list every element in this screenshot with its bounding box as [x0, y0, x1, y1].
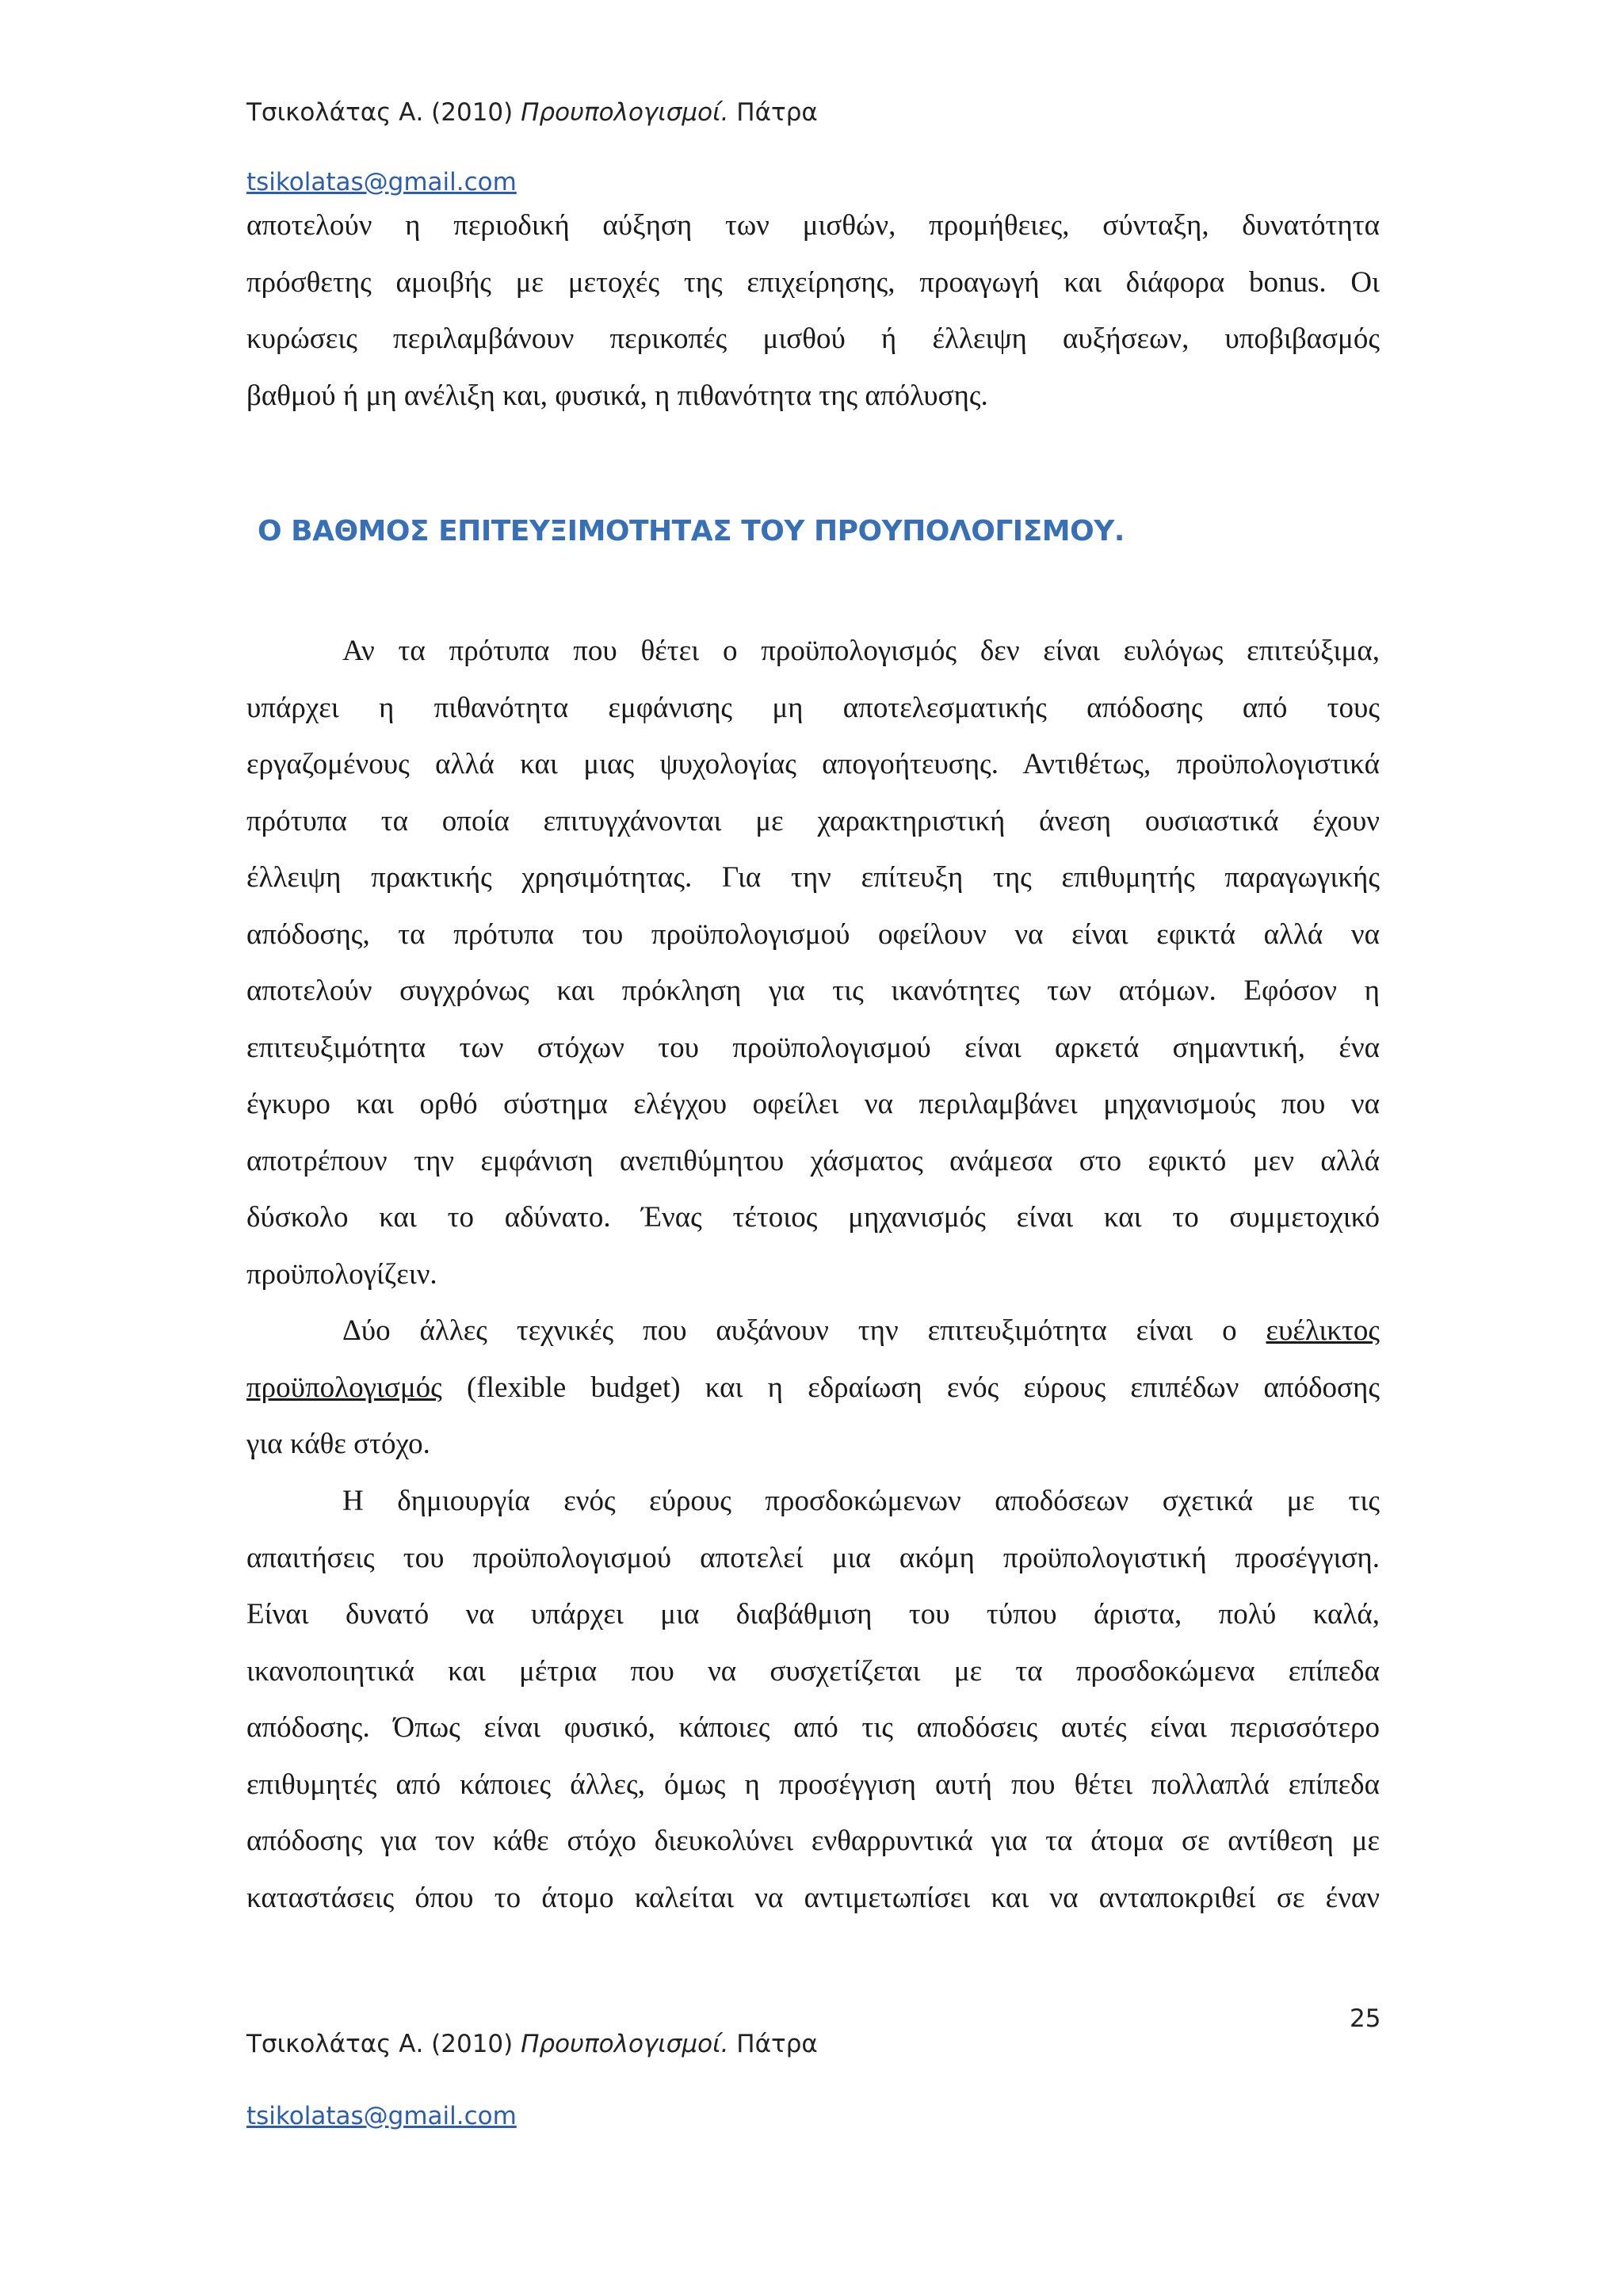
- text-line: κυρώσεις περιλαμβάνουν περικοπές μισθού ή έλλειψη αυξήσεων, υποβιβασμός: [246, 322, 1380, 355]
- header-title: Προυπολογισμοί.: [521, 2030, 729, 2058]
- text-line: εργαζομένους αλλά και μιας ψυχολογίας απογοήτευσης. Αντιθέτως, προϋπολογιστικά: [246, 748, 1380, 780]
- header-author-year: Τσικολάτας Α. (2010): [246, 98, 521, 127]
- running-header-top: [246, 98, 818, 127]
- text-line: Αν τα πρότυπα που θέτει ο προϋπολογισμός δεν είναι ευλόγως επιτεύξιμα,: [342, 635, 1380, 667]
- text-line: απόδοσης για τον κάθε στόχο διευκολύνει ενθαρρυντικά για τα άτομα σε αντίθεση με: [246, 1825, 1380, 1857]
- header-place: Πάτρα: [728, 98, 818, 127]
- text-line: υπάρχει η πιθανότητα εμφάνισης μη αποτελεσματικής απόδοσης από τους: [246, 691, 1380, 724]
- text-line: [246, 1302, 1380, 1360]
- header-author-year: Τσικολάτας Α. (2010): [246, 2030, 521, 2058]
- underlined-term: προϋπολογισμός: [246, 1371, 442, 1404]
- text-line: δύσκολο και το αδύνατο. Ένας τέτοιος μηχανισμός είναι και το συμμετοχικό: [246, 1201, 1380, 1234]
- text-line: για κάθε στόχο.: [246, 1428, 430, 1460]
- page-number: 25: [1350, 2004, 1381, 2033]
- text-line: Είναι δυνατό να υπάρχει μια διαβάθμιση του τύπου άριστα, πολύ καλά,: [246, 1598, 1380, 1630]
- paragraph-1: [246, 623, 1380, 1302]
- text-line: προϋπολογίζειν.: [246, 1257, 437, 1291]
- text-line: [246, 1360, 1380, 1417]
- text-line: Η δημιουργία ενός εύρους προσδοκώμενων αποδόσεων σχετικά με τις: [342, 1485, 1380, 1517]
- text-line: έγκυρο και ορθό σύστημα ελέγχου οφείλει να περιλαμβάνει μηχανισμούς που να: [246, 1088, 1380, 1120]
- text-line: ικανοποιητικά και μέτρια που να συσχετίζεται με τα προσδοκώμενα επίπεδα: [246, 1654, 1380, 1688]
- section-heading: Ο ΒΑΘΜΟΣ ΕΠΙΤΕΥΞΙΜΟΤΗΤΑΣ ΤΟΥ ΠΡΟΥΠΟΛΟΓΙΣΜΟΥ.: [258, 515, 1125, 547]
- paragraph-2: [246, 1302, 1380, 1473]
- running-header-bottom: [246, 2030, 818, 2058]
- text-line: καταστάσεις όπου το άτομο καλείται να αντιμετωπίσει και να ανταποκριθεί σε έναν: [246, 1881, 1380, 1914]
- text-line: απόδοσης. Όπως είναι φυσικό, κάποιες από τις αποδόσεις αυτές είναι περισσότερο: [246, 1711, 1380, 1744]
- underlined-term: ευέλικτος: [1266, 1314, 1380, 1347]
- text-line: έλλειψη πρακτικής χρησιμότητας. Για την επίτευξη της επιθυμητής παραγωγικής: [246, 861, 1380, 894]
- header-email-link[interactable]: tsikolatas@gmail.com: [246, 168, 517, 196]
- header-title: Προυπολογισμοί.: [521, 98, 729, 127]
- header-place: Πάτρα: [728, 2030, 818, 2058]
- paragraph-3: [246, 1473, 1380, 1926]
- text-line: απαιτήσεις του προϋπολογισμού αποτελεί μια ακόμη προϋπολογιστική προσέγγιση.: [246, 1541, 1380, 1574]
- text-line: αποτελούν η περιοδική αύξηση των μισθών, προμήθειες, σύνταξη, δυνατότητα: [246, 209, 1380, 242]
- text-line: επιτευξιμότητα των στόχων του προϋπολογισμού είναι αρκετά σημαντική, ένα: [246, 1031, 1380, 1064]
- text-line: επιθυμητές από κάποιες άλλες, όμως η προσέγγιση αυτή που θέτει πολλαπλά επίπεδα: [246, 1768, 1380, 1801]
- footer-email-link[interactable]: tsikolatas@gmail.com: [246, 2102, 517, 2130]
- text-line: βαθμού ή μη ανέλιξη και, φυσικά, η πιθανότητα της απόλυσης.: [246, 379, 988, 412]
- text-line: αποτελούν συγχρόνως και πρόκληση για τις ικανότητες των ατόμων. Εφόσον η: [246, 974, 1380, 1007]
- text-line: πρόσθετης αμοιβής με μετοχές της επιχείρησης, προαγωγή και διάφορα bonus. Οι: [246, 265, 1380, 299]
- text-run: Δύο άλλες τεχνικές που αυξάνουν την επιτευξιμότητα είναι ο: [342, 1314, 1266, 1347]
- text-line: απόδοσης, τα πρότυπα του προϋπολογισμού οφείλουν να είναι εφικτά αλλά να: [246, 917, 1380, 951]
- text-run: (flexible budget) και η εδραίωση ενός εύρους επιπέδων απόδοσης: [441, 1371, 1380, 1404]
- paragraph-intro: [246, 197, 1380, 424]
- text-line: αποτρέπουν την εμφάνιση ανεπιθύμητου χάσματος ανάμεσα στο εφικτό μεν αλλά: [246, 1144, 1380, 1177]
- text-line: πρότυπα τα οποία επιτυγχάνονται με χαρακτηριστική άνεση ουσιαστικά έχουν: [246, 804, 1380, 837]
